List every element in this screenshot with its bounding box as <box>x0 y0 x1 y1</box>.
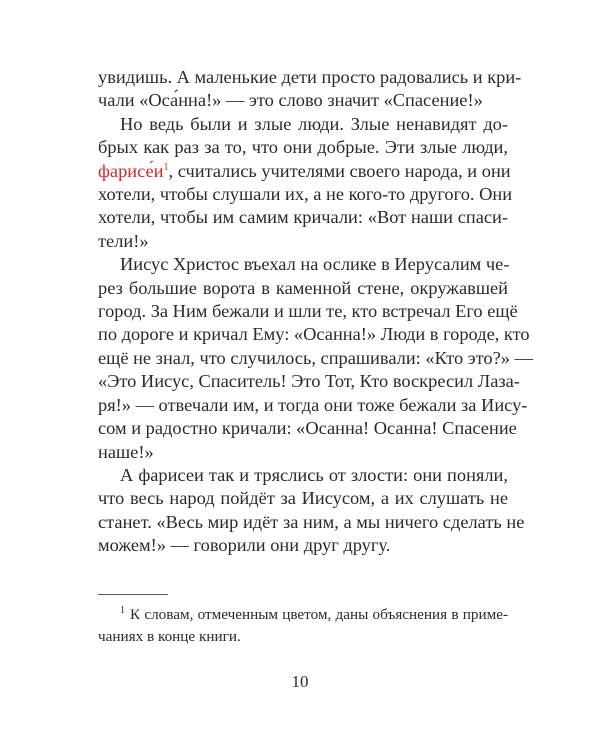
text-line: А фарисеи так и тряслись от злости: они поняли, <box>120 464 508 485</box>
text-line: Иисус Христос въехал на ослике в Иерусалим че- <box>120 254 510 275</box>
text-line: тели!» <box>98 230 149 251</box>
text-line: «Это Иисус, Спаситель! Это Тот, Кто воскресил Лаза- <box>98 371 520 392</box>
glossary-term[interactable]: фарисе́и <box>98 160 164 181</box>
text-line: брых как раз за то, что они добрые. Эти злые люди, <box>98 137 508 158</box>
footnote-mark: 1 <box>120 604 125 616</box>
text-line: по дороге и кричал Ему: «Осанна!» Люди в городе, кто <box>98 324 530 345</box>
text-line: наше!» <box>98 441 154 462</box>
footnote-line: чаниях в конце книги. <box>98 628 241 645</box>
footnote-text: К словам, отмеченным цветом, даны объяснения в приме- <box>130 606 508 623</box>
page-number: 10 <box>291 672 309 691</box>
text-line: увидишь. А маленькие дети просто радовались и кри- <box>98 67 522 87</box>
text-line: можем!» — говорили они друг другу. <box>98 535 391 556</box>
text-line <box>98 160 511 183</box>
footnote-line <box>98 604 508 626</box>
text-line: чали «Оса́нна!» — это слово значит «Спасение!» <box>98 90 483 111</box>
text-line: ещё не знал, что случилось, спрашивали: «Кто это?» — <box>98 347 533 368</box>
text-line: Но ведь были и злые люди. Злые ненавидят до- <box>120 113 508 134</box>
text-line: хотели, чтобы им самим кричали: «Вот наши спаси- <box>98 207 508 228</box>
text-line: рез большие ворота в каменной стене, окружавшей <box>98 277 508 298</box>
text-line: что весь народ пойдёт за Иисусом, а их слушать не <box>98 488 508 509</box>
main-text <box>98 66 533 558</box>
text-line: станет. «Весь мир идёт за ним, а мы ничего сделать не <box>98 511 525 532</box>
footnote <box>98 604 508 648</box>
text-line: ря!» — отвечали им, и тогда они тоже бежали за Иису- <box>98 394 528 415</box>
footnote-reference[interactable]: 1 <box>163 161 169 173</box>
text-fragment: , считались учителями своего народа, и они <box>168 160 511 181</box>
text-line: город. За Ним бежали и шли те, кто встречал Его ещё <box>98 301 518 322</box>
text-line: хотели, чтобы слушали их, а не кого-то другого. Они <box>98 184 513 205</box>
text-line: сом и радостно кричали: «Осанна! Осанна! Спасение <box>98 418 517 439</box>
footnote-divider <box>98 594 168 595</box>
